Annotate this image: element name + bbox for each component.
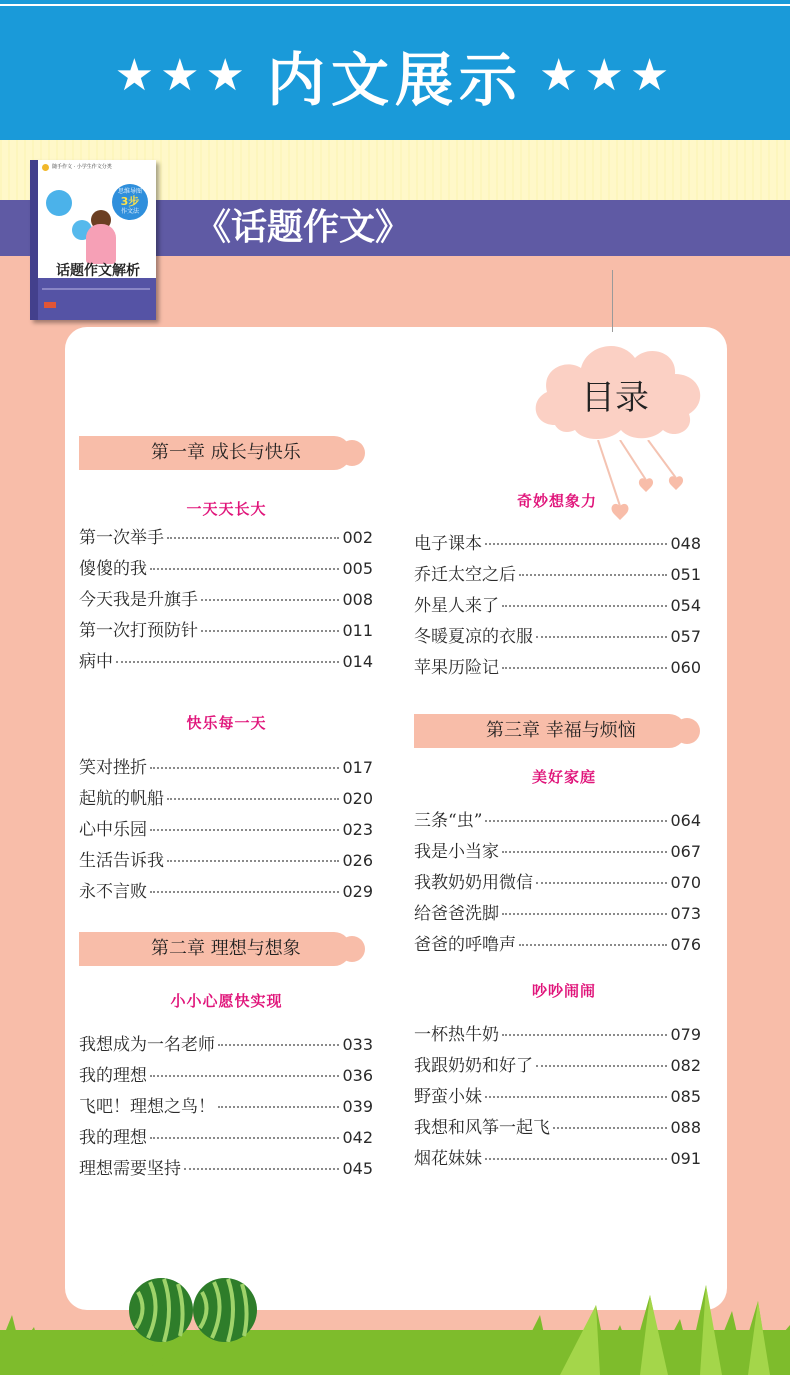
toc-entry[interactable]: 我的理想 042	[79, 1128, 373, 1148]
toc-entry[interactable]: 电子课本 048	[414, 534, 701, 554]
toc-entry[interactable]: 今天我是升旗手 008	[79, 590, 373, 610]
chapter-title: 第三章 幸福与烦恼	[486, 720, 636, 741]
page-number: 033	[342, 1035, 373, 1054]
toc-entry[interactable]: 傻傻的我 005	[79, 559, 373, 579]
toc-entry[interactable]: 野蛮小妹 085	[414, 1087, 701, 1107]
page-number: 020	[342, 789, 373, 808]
toc-entry[interactable]: 外星人来了 054	[414, 596, 701, 616]
toc-entry[interactable]: 病中 014	[79, 652, 373, 672]
toc-entry[interactable]: 第一次打预防针 011	[79, 621, 373, 641]
toc-entry[interactable]: 理想需要坚持 045	[79, 1159, 373, 1179]
cloud-string	[612, 270, 613, 332]
toc-entry[interactable]: 心中乐园 023	[79, 820, 373, 840]
toc-entry[interactable]: 我想和风筝一起飞 088	[414, 1118, 701, 1138]
toc-entry[interactable]: 我教奶奶用微信 070	[414, 873, 701, 893]
girl-illustration-icon	[86, 224, 116, 264]
toc-entry[interactable]: 三条“虫” 064	[414, 811, 701, 831]
toc-entry[interactable]: 给爸爸洗脚 073	[414, 904, 701, 924]
page-number: 014	[342, 652, 373, 671]
header-title: 内文展示	[266, 46, 523, 114]
page-number: 070	[670, 873, 701, 892]
page-number: 051	[670, 565, 701, 584]
book-title-banner: 《话题作文》	[195, 207, 412, 248]
toc-entry[interactable]: 永不言败 029	[79, 882, 373, 902]
toc-entry[interactable]: 第一次举手 002	[79, 528, 373, 548]
toc-entry[interactable]: 乔迁太空之后 051	[414, 565, 701, 585]
page-number: 054	[670, 596, 701, 615]
toc-entry[interactable]: 我是小当家 067	[414, 842, 701, 862]
star-icons-left: ★★★	[114, 49, 251, 101]
section-heading: 美好家庭	[531, 768, 596, 786]
page-number: 011	[342, 621, 373, 640]
chapter-title: 第一章 成长与快乐	[151, 442, 301, 463]
book-series-text: 随手作文 · 小学生作文分类	[52, 164, 112, 170]
toc-entry[interactable]: 苹果历险记 060	[414, 658, 701, 678]
page-number: 005	[342, 559, 373, 578]
chapter-title: 第二章 理想与想象	[151, 938, 301, 959]
page-number: 057	[670, 627, 701, 646]
toc-entry[interactable]: 笑对挫折 017	[79, 758, 373, 778]
book-spine	[30, 160, 38, 320]
page-number: 045	[342, 1159, 373, 1178]
page-number: 082	[670, 1056, 701, 1075]
bubble-icon	[46, 190, 72, 216]
page-number: 085	[670, 1087, 701, 1106]
page-number: 064	[670, 811, 701, 830]
section-heading: 吵吵闹闹	[531, 982, 596, 1000]
star-icons-right: ★★★	[539, 49, 676, 101]
chapter-banner-2	[79, 932, 351, 966]
publisher-mark-icon	[44, 302, 56, 308]
page-number: 017	[342, 758, 373, 777]
toc-entry[interactable]: 飞吧！理想之鸟！ 039	[79, 1097, 373, 1117]
header-divider	[0, 4, 790, 6]
grass-decoration-icon	[0, 1275, 790, 1375]
page-number: 042	[342, 1128, 373, 1147]
page-number: 008	[342, 590, 373, 609]
toc-title: 目录	[581, 378, 649, 418]
section-heading: 快乐每一天	[186, 714, 267, 732]
section-heading: 小小心愿快实现	[170, 992, 283, 1010]
page-header	[0, 0, 790, 140]
page-number: 023	[342, 820, 373, 839]
toc-entry[interactable]: 我跟奶奶和好了 082	[414, 1056, 701, 1076]
toc-entry[interactable]: 生活告诉我 026	[79, 851, 373, 871]
toc-entry[interactable]: 我的理想 036	[79, 1066, 373, 1086]
page-number: 091	[670, 1149, 701, 1168]
toc-entry[interactable]: 爸爸的呼噜声 076	[414, 935, 701, 955]
page-number: 079	[670, 1025, 701, 1044]
page-number: 048	[670, 534, 701, 553]
toc-entry[interactable]: 烟花妹妹 091	[414, 1149, 701, 1169]
book-cover-title: 话题作文解析	[56, 263, 140, 279]
chapter-banner-1	[79, 436, 351, 470]
page-number: 029	[342, 882, 373, 901]
toc-entry[interactable]: 起航的帆船 020	[79, 789, 373, 809]
page-number: 036	[342, 1066, 373, 1085]
chapter-banner-3	[414, 714, 686, 748]
toc-entry[interactable]: 我想成为一名老师 033	[79, 1035, 373, 1055]
page-number: 026	[342, 851, 373, 870]
page-number: 073	[670, 904, 701, 923]
page-number: 060	[670, 658, 701, 677]
book-divider	[42, 288, 150, 290]
book-badge: 思维导图 3步 作文法	[112, 184, 148, 220]
publisher-logo-icon	[42, 164, 49, 171]
toc-entry[interactable]: 一杯热牛奶 079	[414, 1025, 701, 1045]
heart-drops-icon	[590, 440, 700, 530]
section-heading: 一天天长大	[186, 500, 267, 518]
page-number: 076	[670, 935, 701, 954]
page-number: 002	[342, 528, 373, 547]
page-number: 088	[670, 1118, 701, 1137]
toc-entry[interactable]: 冬暖夏凉的衣服 057	[414, 627, 701, 647]
page-number: 067	[670, 842, 701, 861]
section-heading: 奇妙想象力	[516, 492, 597, 510]
page-number: 039	[342, 1097, 373, 1116]
header-title-row	[0, 30, 790, 120]
book-cover-image	[30, 160, 156, 320]
